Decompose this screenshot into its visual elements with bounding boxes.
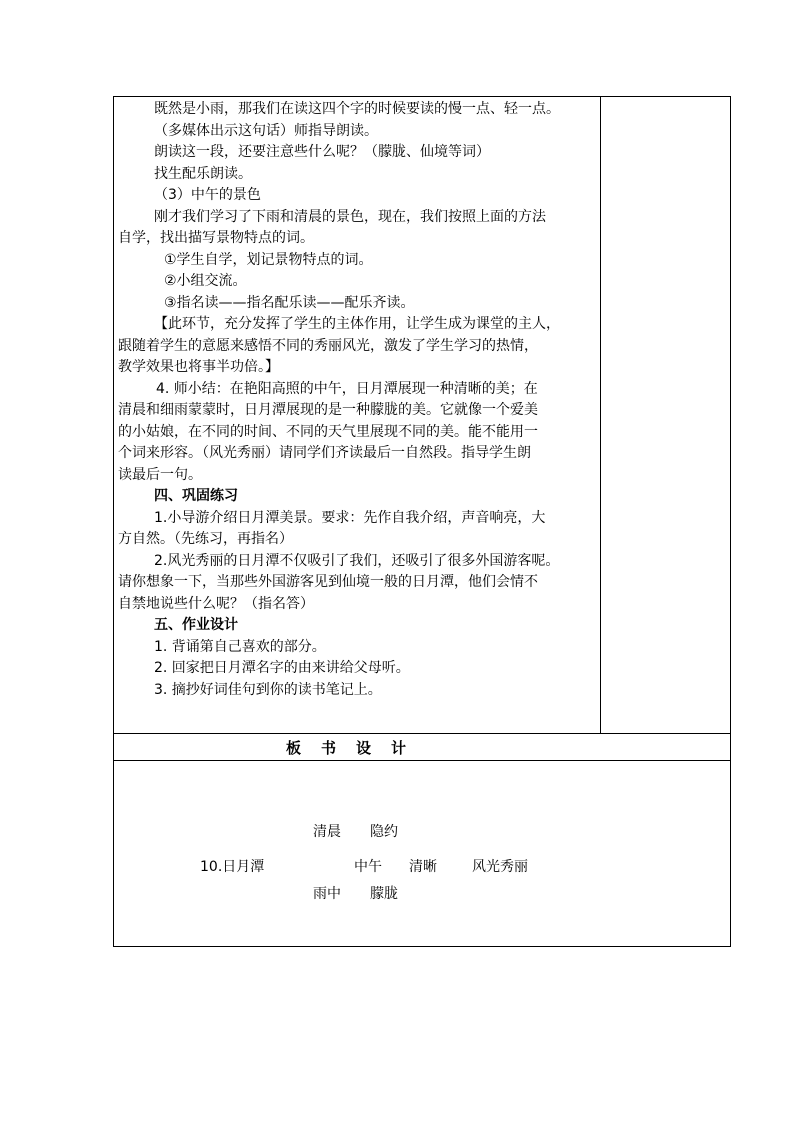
row-divider <box>114 733 730 734</box>
text-line: 朗读这一段，还要注意些什么呢？（朦胧、仙境等词） <box>154 144 490 160</box>
text-line: 1. 背诵第自己喜欢的部分。 <box>154 638 326 655</box>
board-lesson-title: 10.日月潭 <box>200 859 265 875</box>
row-divider <box>114 760 730 761</box>
board-noon: 中午 <box>354 859 382 875</box>
text-line: ②小组交流。 <box>164 273 247 289</box>
text-line: 既然是小雨，那我们在读这四个字的时候要读的慢一点、轻一点。 <box>154 101 560 117</box>
text-line: ①学生自学，划记景物特点的词。 <box>164 251 373 268</box>
text-line: 1.小导游介绍日月潭美景。要求：先作自我介绍，声音响亮，大 <box>154 509 546 526</box>
text-line: ③指名读——指名配乐读——配乐齐读。 <box>164 294 415 311</box>
text-line: （3）中午的景色 <box>154 187 261 203</box>
board-noon-word: 清晰 <box>409 859 437 875</box>
text-line: 教学效果也将事半功倍。】 <box>118 359 279 375</box>
text-line: 3. 摘抄好词佳句到你的读书笔记上。 <box>154 681 382 698</box>
text-line: 2. 回家把日月潭名字的由来讲给父母听。 <box>154 660 410 676</box>
board-summary: 风光秀丽 <box>472 859 528 875</box>
board-morning-word: 隐约 <box>370 824 398 840</box>
text-line: 刚才我们学习了下雨和清晨的景色，现在，我们按照上面的方法 <box>154 208 546 225</box>
text-line: 【此环节，充分发挥了学生的主体作用，让学生成为课堂的主人， <box>154 316 560 332</box>
text-line: 清晨和细雨蒙蒙时，日月潭展现的是一种朦胧的美。它就像一个爱美 <box>118 402 538 418</box>
board-morning: 清晨 <box>313 824 341 840</box>
board-rain: 雨中 <box>313 886 341 902</box>
text-line: 自学，找出描写景物特点的词。 <box>118 230 314 246</box>
text-line: 个词来形容。（风光秀丽）请同学们齐读最后一自然段。指导学生朗 <box>118 445 531 461</box>
text-line: 读最后一句。 <box>118 466 202 483</box>
text-line: 方自然。（先练习，再指名） <box>118 531 293 547</box>
text-line: 4. 师小结：在艳阳高照的中午，日月潭展现一种清晰的美；在 <box>156 380 538 397</box>
lesson-content <box>118 99 598 701</box>
text-line: 2.风光秀丽的日月潭不仅吸引了我们，还吸引了很多外国游客呢。 <box>154 552 560 569</box>
text-line: 找生配乐朗读。 <box>154 165 252 182</box>
text-line: 自禁地说些什么呢？（指名答） <box>118 595 314 612</box>
text-line: 的小姑娘，在不同的时间、不同的天气里展现不同的美。能不能用一 <box>118 423 538 440</box>
lesson-table: 既然是小雨，那我们在读这四个字的时候要读的慢一点、轻一点。 （多媒体出示这句话）师指导朗读。 朗读这一段，还要注意些什么呢？（朦胧、仙境等词） 找生配乐朗读。 （3）中午的景色 刚才我们学习了下雨和清晨的景色，现在，我们按照上面的方法 自学，找出描写景物特点的词。 ①学生自学，划记景物特点的词。 ②小组交流。 ③指名读——指名配乐读——配乐齐读。 【此环节，充分发挥了学生的主体作用，让学生成为课堂的主人， 跟随着学生的意愿来感悟不同的秀丽风光，激发了学生学习的热情， 教学效果也将事半功倍。】 4. 师小结：在艳阳高照的中午，日月潭展现一种清晰的美；在 清晨和细雨蒙蒙时，日月潭展现的是一种朦胧的美。它就像一个爱美 的小姑娘，在不同的时间、不同的天气里展现不同的美。能不能用一 个词来形容。（风光秀丽）请同学们齐读最后一自然段。指导学生朗 读最后一句。 四、巩固练习 1.小导游介绍日月潭美景。要求：先作自我介绍，声音响亮，大 方自然。（先练习，再指名） 2.风光秀丽的日月潭不仅吸引了我们，还吸引了很多外国游客呢。 请你想象一下，当那些外国游客见到仙境一般的日月潭，他们会情不 自禁地说些什么呢？（指名答） 五、作业设计 1. 背诵第自己喜欢的部分。 2. 回家把日月潭名字的由来讲给父母听。 3. 摘抄好词佳句到你的读书笔记上。 板书设计 清晨 隐约 10.日月潭 中午 清晰 风光秀丽 雨中 朦胧 <box>113 96 731 947</box>
column-divider <box>600 97 601 733</box>
section-heading: 五、作业设计 <box>154 617 238 633</box>
text-line: 请你想象一下，当那些外国游客见到仙境一般的日月潭，他们会情不 <box>118 574 538 590</box>
section-heading: 四、巩固练习 <box>154 488 238 504</box>
text-line: 跟随着学生的意愿来感悟不同的秀丽风光，激发了学生学习的热情， <box>118 337 538 354</box>
board-rain-word: 朦胧 <box>370 886 398 902</box>
text-line: （多媒体出示这句话）师指导朗读。 <box>154 122 378 139</box>
